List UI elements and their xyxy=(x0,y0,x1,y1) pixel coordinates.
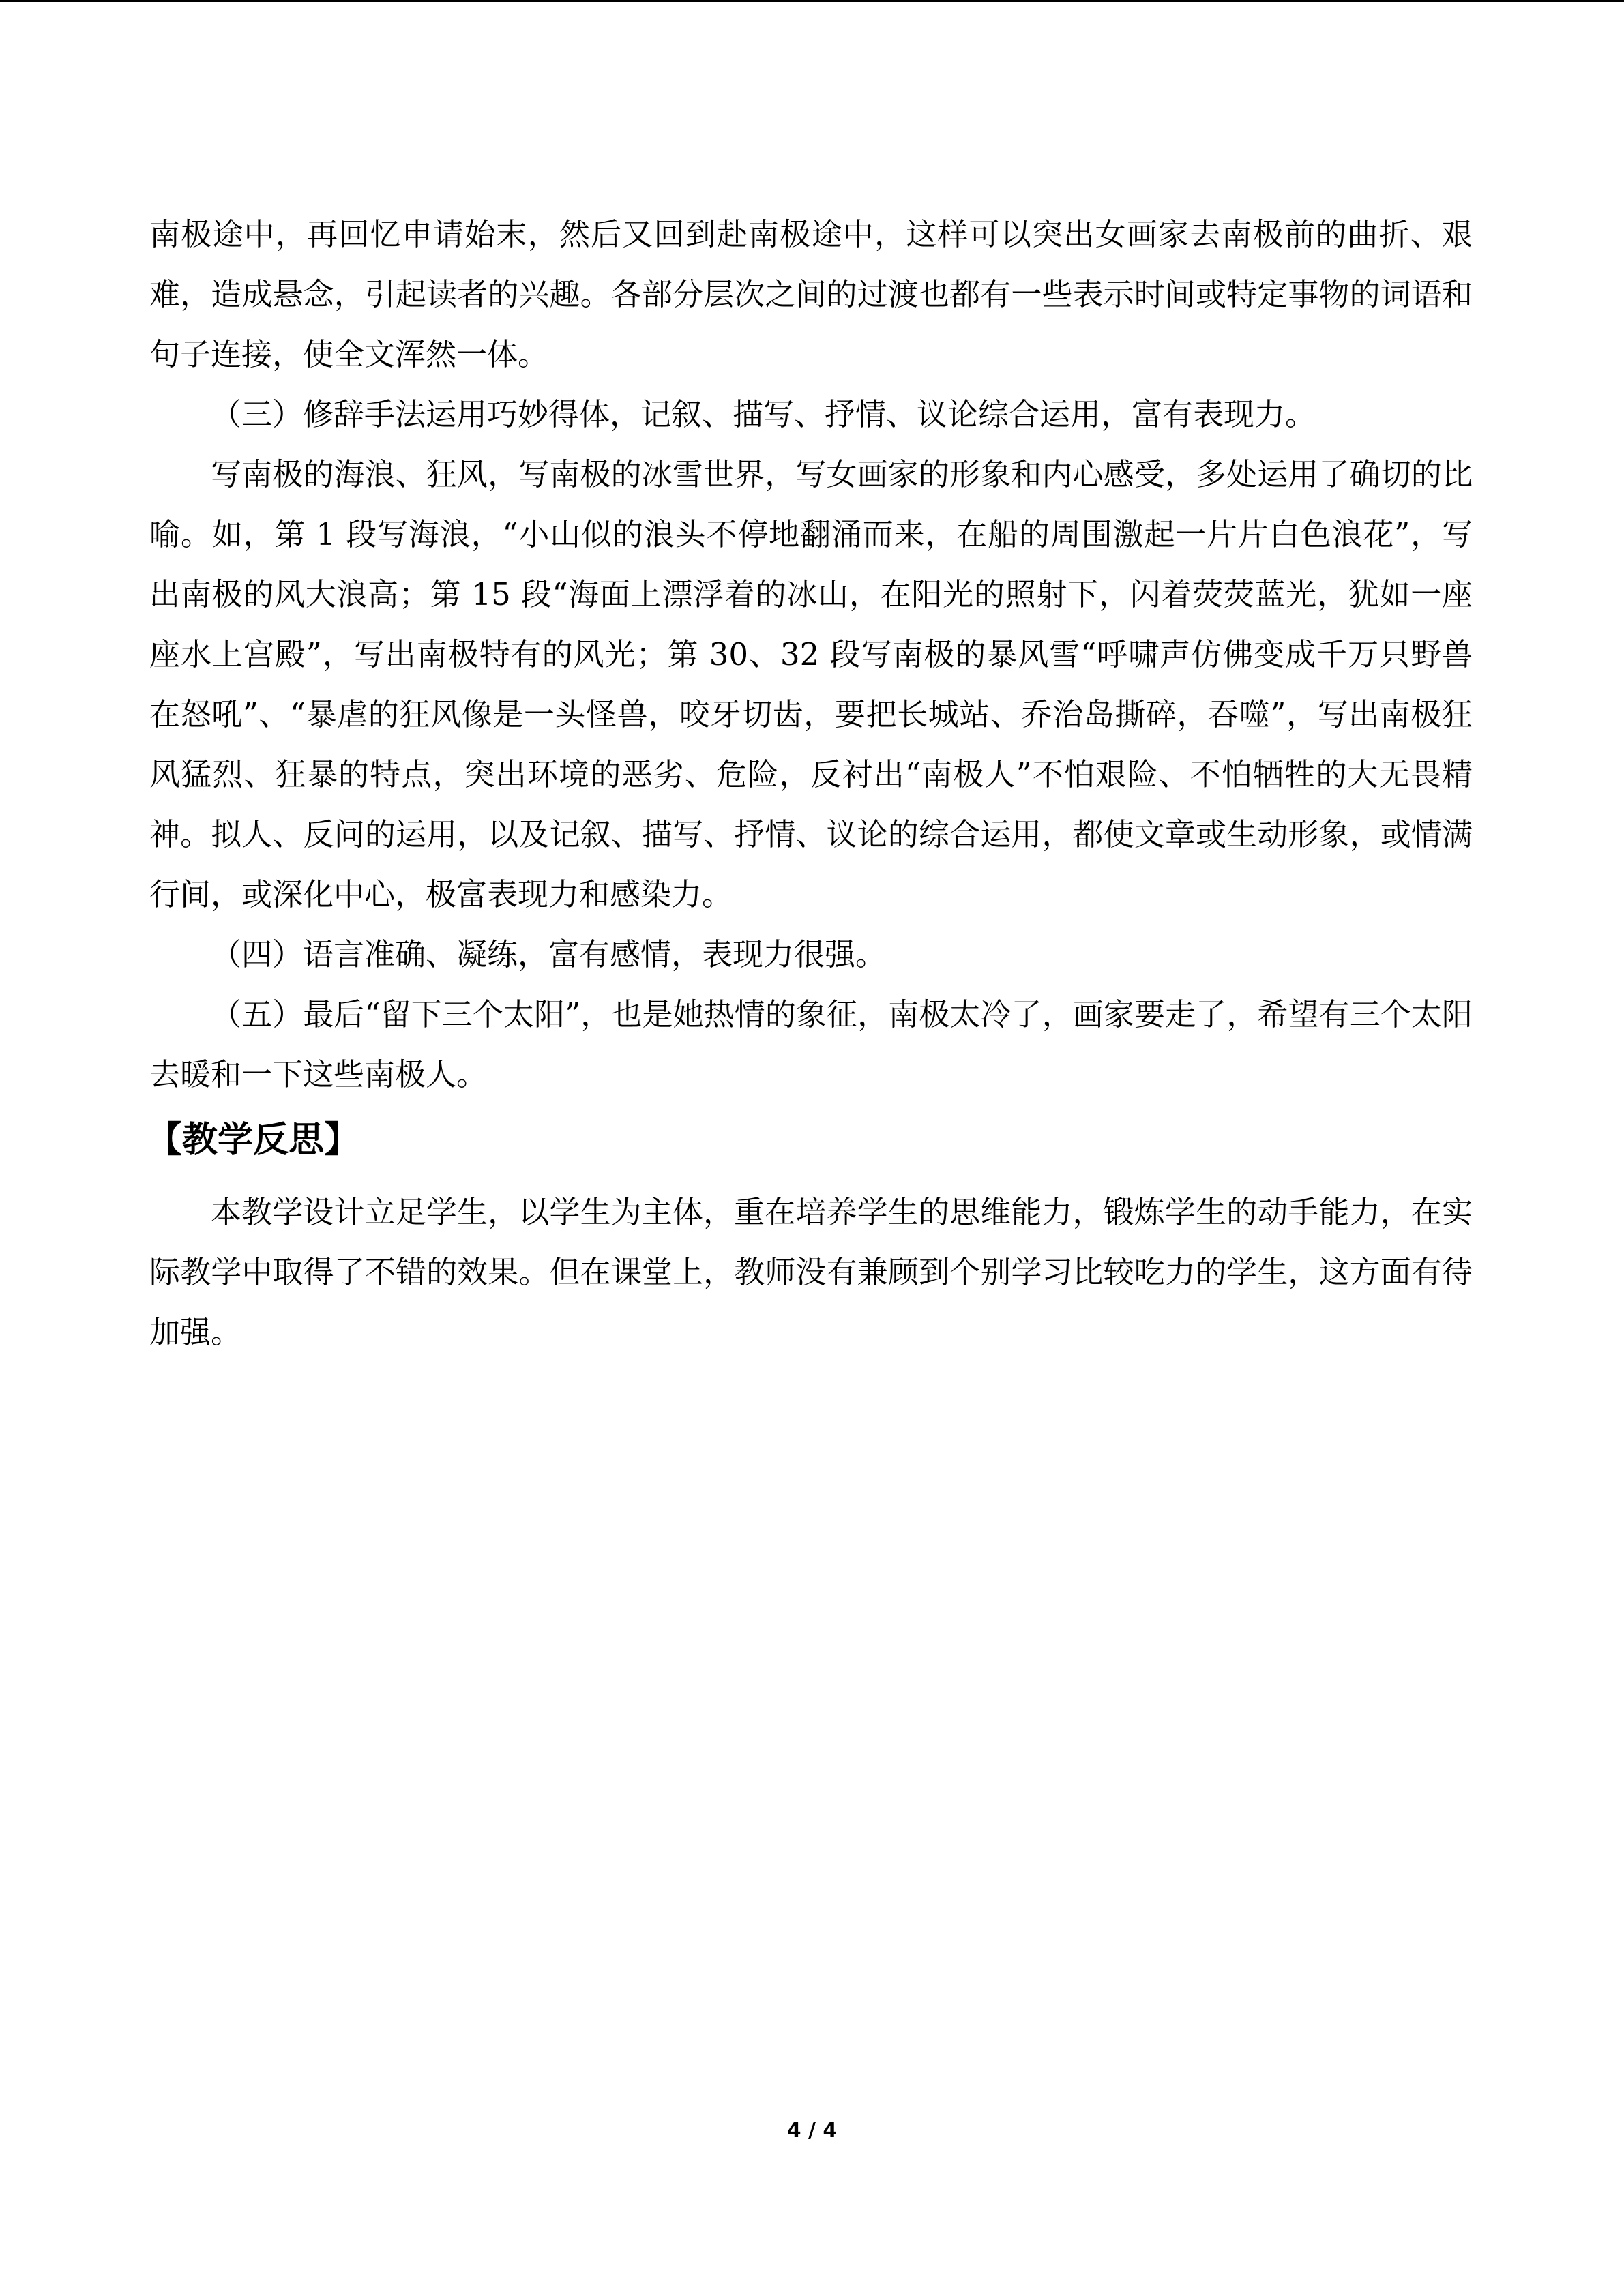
section-heading-wrap xyxy=(149,1107,1473,1173)
body-paragraph: 本教学设计立足学生，以学生为主体，重在培养学生的思维能力，锻炼学生的动手能力，在实际教学中取得了不错的效果。但在课堂上，教师没有兼顾到个别学习比较吃力的学生，这方面有待加强。 xyxy=(149,1194,1473,1350)
body-paragraph: （三）修辞手法运用巧妙得体，记叙、描写、抒情、议论综合运用，富有表现力。 xyxy=(211,396,1316,432)
body-paragraph: 写南极的海浪、狂风，写南极的冰雪世界，写女画家的形象和内心感受，多处运用了确切的比喻。如，第 1 段写海浪，“小山似的浪头不停地翻涌而来，在船的周围激起一片片白色浪花”，写出南极的风大浪高；第 15 段“海面上漂浮着的冰山，在阳光的照射下，闪着荧荧蓝光，犹如一座座水上宫殿”，写出南极特有的风光；第 30、32 段写南极的暴风雪“呼啸声仿佛变成千万只野兽在怒吼”、“暴虐的狂风像是一头怪兽，咬牙切齿，要把长城站、乔治岛撕碎，吞噬”，写出南极狂风猛烈、狂暴的特点，突出环境的恶劣、危险，反衬出“南极人”不怕艰险、不怕牺牲的大无畏精神。拟人、反问的运用，以及记叙、描写、抒情、议论的综合运用，都使文章或生动形象，或情满行间，或深化中心，极富表现力和感染力。 xyxy=(149,456,1473,912)
section-heading: 【教学反思】 xyxy=(147,1120,360,1161)
page-number: 4 / 4 xyxy=(786,2119,838,2143)
body-paragraph: （四）语言准确、凝练，富有感情，表现力很强。 xyxy=(211,936,887,972)
document-body xyxy=(149,205,1473,1362)
body-paragraph: （五）最后“留下三个太阳”，也是她热情的象征，南极太冷了，画家要走了，希望有三个太阳去暖和一下这些南极人。 xyxy=(149,996,1473,1092)
body-paragraph: 南极途中，再回忆申请始末，然后又回到赴南极途中，这样可以突出女画家去南极前的曲折、艰难，造成悬念，引起读者的兴趣。各部分层次之间的过渡也都有一些表示时间或特定事物的词语和句子连接，使全文浑然一体。 xyxy=(149,216,1473,372)
page-top-border xyxy=(0,0,1624,2)
